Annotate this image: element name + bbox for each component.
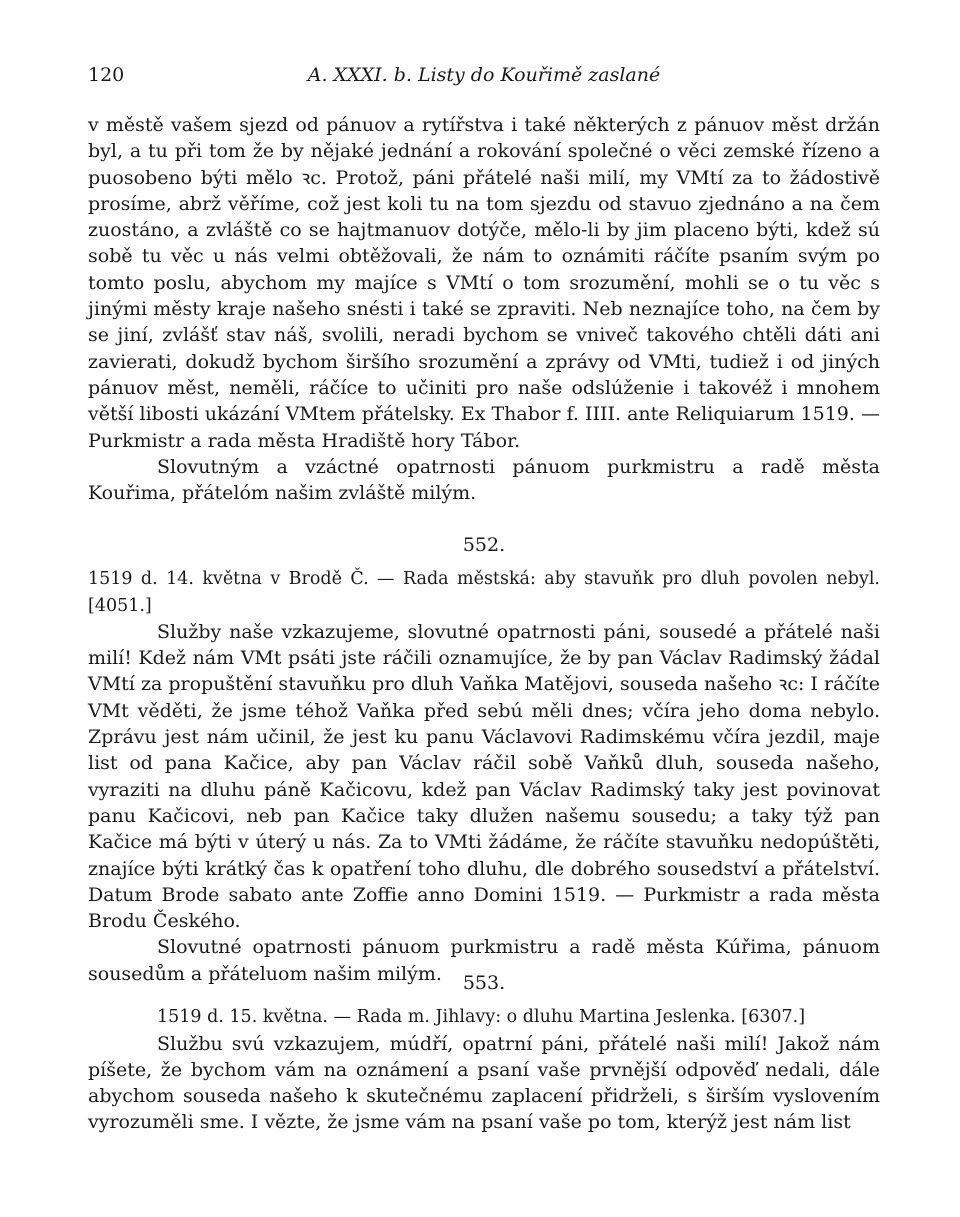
continued-letter <box>88 112 880 506</box>
document-regest: 1519 d. 15. května. — Rada m. Jihlavy: o dluhu Martina Jeslenka. [6307.] <box>157 1007 806 1028</box>
document-regest: 1519 d. 14. května v Brodě Č. — Rada městská: aby stavuňk pro dluh povolen nebyl. [4051.] <box>88 569 880 616</box>
running-title: A. XXXI. b. Listy do Kouřimě zaslané <box>307 64 661 86</box>
page-header <box>88 64 880 90</box>
document-number: 553. <box>462 972 506 994</box>
page-number: 120 <box>88 64 125 86</box>
document-number: 552. <box>462 534 506 556</box>
document-body: Službu svú vzkazujem, múdří, opatrní páni, přátelé naši milí! Jakož nám píšete, že bychom vám na oznámení a psaní vaše prvnější odpověď nedali, dále abychom souseda našeho k skutečnému zaplacení přidrželi, s širším vyslovením vyrozuměli sme. I vězte, že jsme vám na psaní vaše po tom, kterýž jest nám list <box>88 1032 880 1134</box>
document-553 <box>88 970 880 1136</box>
letter-body: v městě vašem sjezd od pánuov a rytířstva i také některých z pánuov měst držán byl, a tu při tom že by nějaké jednání a rokování společné o věci zemské řízeno a puosobeno býti mělo ꝛc. Protož, páni přátelé naši milí, my VMtí za to žádostivě prosíme, abrž věříme, což jest koli tu na tom sjezdu od stavuo zjednáno a na čem zuostáno, a zvláště co se hajtmanuov dotýče, mělo-li by jim placeno býti, kdež sú sobě tu věc u nás velmi obtěžovali, že nám to oznámiti ráčíte psaním svým po tomto poslu, abychom my majíce s VMtí o tom srozumění, mohli se o tu věc s jinými městy kraje našeho snésti i také se zpraviti. Neb neznajíce toho, na čem by se jiní, zvlášť stav náš, svolili, neradi bychom se vniveč takového chtěli dáti ani zavierati, dokudž bychom širšího srozumění a zprávy od VMti, tudiež i od jiných pánuov měst, neměli, ráčíce to učiniti pro naše odslúženie i takovéž i mnohem větší libosti ukázání VMtem přátelsky. Ex Thabor f. IIII. ante Reliquiarum 1519. — Purkmistr a rada města Hradiště hory Tábor. <box>88 114 880 452</box>
document-address: Slovutné opatrnosti pánuom purkmistru a radě města Kúřima, pánuom sousedům a přáteluom našim milým. <box>88 936 880 985</box>
document-552 <box>88 532 880 987</box>
letter-address: Slovutným a vzáctné opatrnosti pánuom purkmistru a radě města Kouřima, přátelóm našim zvláště milým. <box>88 455 880 505</box>
document-body: Služby naše vzkazujeme, slovutné opatrnosti páni, sousedé a přátelé naši milí! Kdež nám VMt psáti jste ráčili oznamujíce, že by pan Václav Radimský žádal VMtí za propuštění stavuňku pro dluh Vaňka Matějovi, souseda našeho ꝛc: I ráčíte VMt věděti, že jsme téhož Vaňka před sebú měli dnes; včíra jeho doma nebylo. Zprávu jest nám učinil, že jest ku panu Václavovi Radimskému včíra jezdil, maje list od pana Kačice, aby pan Václav ráčil sobě Vaňků dluh, souseda našeho, vyraziti na dluhu páně Kačicovu, kdež pan Václav Radimský taky jest povinovat panu Kačicovi, neb pan Kačice taky dlužen našemu sousedu; a taky týž pan Kačice má býti v úterý u nás. Za to VMti žádáme, že ráčíte stavuňku nedopúštěti, znajíce býti krátký čas k opatření toho dluhu, dle dobrého sousedství a přátelství. Datum Brode sabato ante Zoffie anno Domini 1519. — Purkmistr a rada města Brodu Českého. <box>88 620 880 933</box>
